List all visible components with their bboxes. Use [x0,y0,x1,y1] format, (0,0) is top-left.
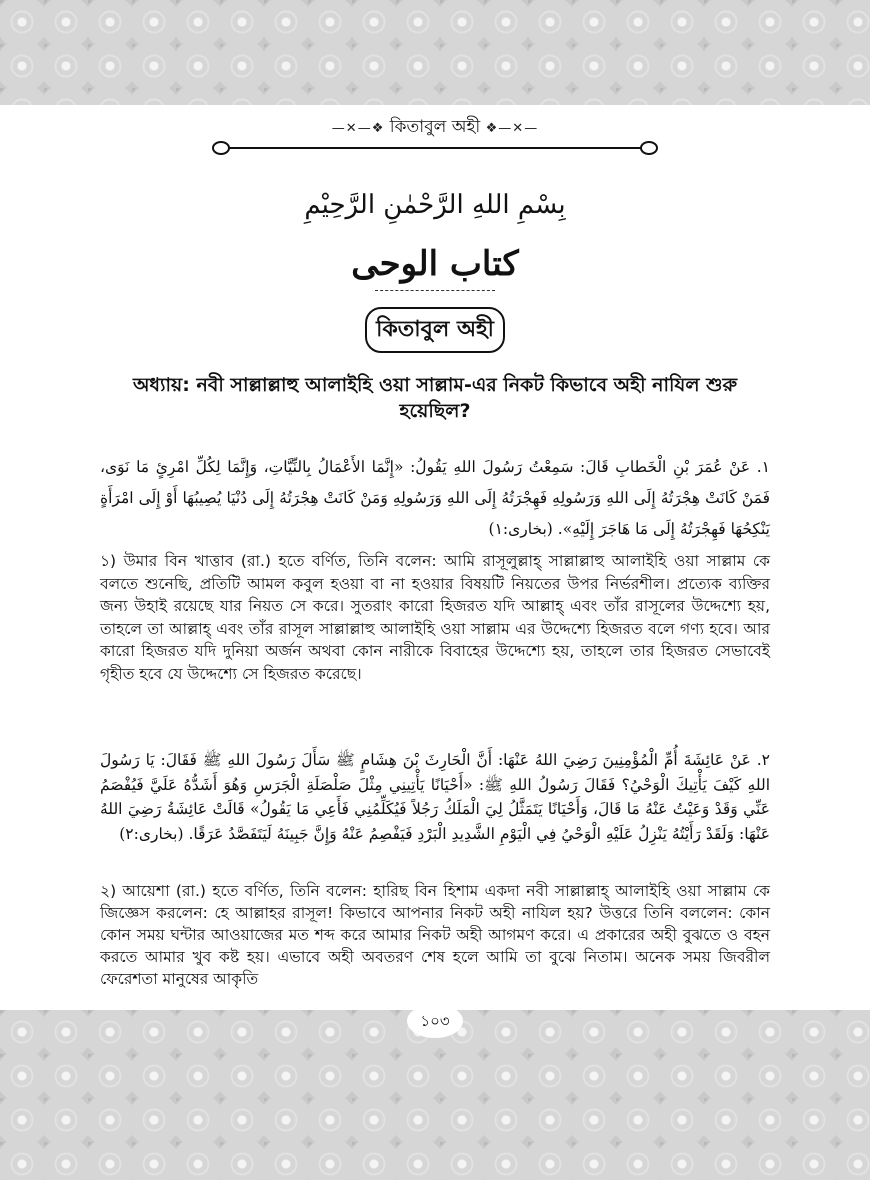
bismillah: بِسْمِ اللهِ الرَّحْمٰنِ الرَّحِيْمِ [304,190,566,220]
title-divider [375,290,495,291]
arabic-book-title: كتاب الوحى [351,244,519,284]
rule-end-left-icon [212,141,230,155]
hadith-1-bengali: ১) উমার বিন খাত্তাব (রা.) হতে বর্ণিত, তিনি বলেন: আমি রাসূলুল্লাহ্ সাল্লাল্লাহু আলাইহি ওয়া সাল্লাম কে বলতে শুনেছি, প্রতিটি আমল কবুল হওয়া বা না হওয়ার বিষয়টি নিয়তের উপর নির্ভরশীল। প্রত্যেক ব্যক্তির জন্য উহাই রয়েছে যার নিয়ত সে করে। সুতরাং কারো হিজরত যদি আল্লাহ্ এবং তাঁর রাসূলের উদ্দেশ্যে হয়, তাহলে তা আল্লাহ্ এবং তাঁর রাসূল সাল্লাল্লাহু আলাইহি ওয়া সাল্লাম এর উদ্দেশ্যে হিজরত বলে গণ্য হবে। আর কারো হিজরত যদি দুনিয়া অর্জন অথবা কোন নারীকে বিবাহের উদ্দেশ্যে হয়, তাহলে তার হিজরত সেভাবেই গৃহীত হবে যে উদ্দেশ্যে সে হিজরত করেছে। [100,552,770,683]
bengali-book-title: কিতাবুল অহী [365,307,505,353]
running-head [0,114,870,142]
rule-end-right-icon [640,141,658,155]
ornament-right-icon: ❖—✕— [485,121,539,136]
header-pattern-border [0,0,870,105]
running-head-title: কিতাবুল অহী [389,117,481,137]
header-rule [222,147,648,149]
hadith-1-arabic: ١. عَنْ عُمَرَ بْنِ الْخَطابِ قَالَ: سَمِعْتُ رَسُولَ اللهِ يَقُولُ: «إِنَّمَا الأَعْمَالُ بِالنِّيَّاتِ، وَإِنَّمَا لِكُلِّ امْرِئٍ مَا نَوَى، فَمَنْ كَانَتْ هِجْرَتُهُ إِلَى اللهِ وَرَسُولِهِ فَهِجْرَتُهُ إِلَى اللهِ وَرَسُولِهِ وَمَنْ كَانَتْ هِجْرَتُهُ إِلَى دُنْيَا يُصِيبُهَا أَوْ إِلَى امْرَأَةٍ يَنْكِحُهَا فَهِجْرَتُهُ إِلَى مَا هَاجَرَ إِلَيْهِ». (بخارى:١) [100,458,770,538]
page-number: ১০৩ [407,1004,463,1038]
chapter-heading: অধ্যায়: নবী সাল্লাল্লাহু আলাইহি ওয়া সাল্লাম-এর নিকট কিভাবে অহী নাযিল শুরু হয়েছিল? [132,374,738,422]
hadith-2-arabic: ٢. عَنْ عَائِشَةَ أُمِّ الْمُؤْمِنِينَ رَضِيَ اللهُ عَنْهَا: أَنَّ الْحَارِثَ بْنَ هِشَامٍ ﷺ سَأَلَ رَسُولَ اللهِ ﷺ فَقَالَ: يَا رَسُولَ اللهِ كَيْفَ يَأْتِيكَ الْوَحْيُ؟ فَقَالَ رَسُولُ اللهِ ﷺ: «أَحْيَانًا يَأْتِينِي مِثْلَ صَلْصَلَةِ الْجَرَسِ وَهُوَ أَشَدُّهُ عَلَيَّ فَيُفْصَمُ عَنِّي وَقَدْ وَعَيْتُ عَنْهُ مَا قَالَ، وَأَحْيَانًا يَتَمَثَّلُ لِيَ الْمَلَكُ رَجُلاً فَيُكَلِّمُنِي فَأَعِي مَا يَقُولُ» قَالَتْ عَائِشَةُ رَضِيَ اللهُ عَنْهَا: وَلَقَدْ رَأَيْتُهُ يَنْزِلُ عَلَيْهِ الْوَحْيُ فِي الْيَوْمِ الشَّدِيدِ الْبَرْدِ فَيَفْصِمُ عَنْهُ وَإِنَّ جَبِينَهُ لَيَتَفَصَّدُ عَرَقًا. (بخارى:٢) [100,751,770,843]
ornament-left-icon: —✕—❖ [331,121,385,136]
hadith-2-bengali: ২) আয়েশা (রা.) হতে বর্ণিত, তিনি বলেন: হারিছ বিন হিশাম একদা নবী সাল্লাল্লাহ্ আলাইহি ওয়া সাল্লাম কে জিজ্ঞেস করলেন: হে আল্লাহর রাসূল! কিভাবে আপনার নিকট অহী নাযিল হয়? উত্তরে তিনি বললেন: কোন কোন সময় ঘন্টার আওয়াজের মত শব্দ করে আমার নিকট অহী আগমণ করে। এ প্রকারের অহী বুঝতে ও বহন করতে আমার খুব কষ্ট হয়। এভাবে অহী অবতরণ শেষ হলে আমি তা বুঝে নিতাম। অনেক সময় জিবরীল ফেরেশতা মানুষের আকৃতি [100,882,770,988]
